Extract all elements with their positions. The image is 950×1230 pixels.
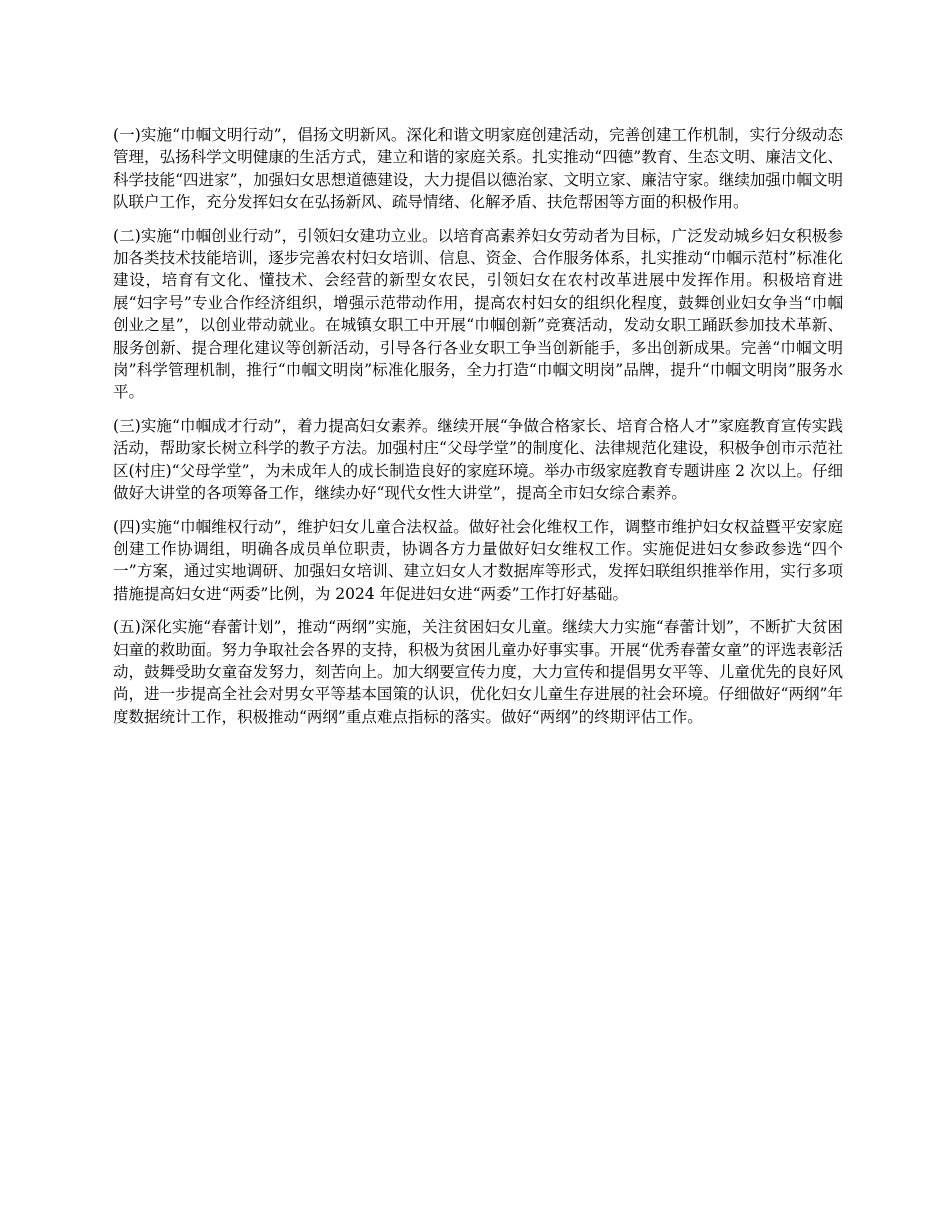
paragraph-2: (二)实施“巾帼创业行动”，引领妇女建功立业。以培育高素养妇女劳动者为目标，广泛发动城乡妇女积极参加各类技术技能培训，逐步完善农村妇女培训、信息、资金、合作服务体系，扎实推动“巾帼示范村”标准化建设，培育有文化、懂技术、会经营的新型女农民，引领妇女在农村改革进展中发挥作用。积极培育进展“妇字号”专业合作经济组织，增强示范带动作用，提高农村妇女的组织化程度，鼓舞创业妇女争当“巾帼创业之星”，以创业带动就业。在城镇女职工中开展“巾帼创新”竞赛活动，发动女职工踊跃参加技术革新、服务创新、提合理化建议等创新活动，引导各行各业女职工争当创新能手，多出创新成果。完善“巾帼文明岗”科学管理机制，推行“巾帼文明岗”标准化服务，全力打造“巾帼文明岗”品牌，提升“巾帼文明岗”服务水平。 [113,226,843,402]
paragraph-5: (五)深化实施“春蕾计划”，推动“两纲”实施，关注贫困妇女儿童。继续大力实施“春蕾计划”，不断扩大贫困妇童的救助面。努力争取社会各界的支持，积极为贫困儿童办好事实事。开展“优秀春蕾女童”的评选表彰活动，鼓舞受助女童奋发努力，刻苦向上。加大纲要宣传力度，大力宣传和提倡男女平等、儿童优先的良好风尚，进一步提高全社会对男女平等基本国策的认识，优化妇女儿童生存进展的社会环境。仔细做好“两纲”年度数据统计工作，积极推动“两纲”重点难点指标的落实。做好“两纲”的终期评估工作。 [113,618,843,726]
paragraph-3: (三)实施“巾帼成才行动”，着力提高妇女素养。继续开展“争做合格家长、培育合格人才”家庭教育宣传实践活动，帮助家长树立科学的教子方法。加强村庄“父母学堂”的制度化、法律规范化建设，积极争创市示范社区(村庄)“父母学堂”，为未成年人的成长制造良好的家庭环境。举办市级家庭教育专题讲座 2 次以上。仔细做好大讲堂的各项筹备工作，继续办好“现代女性大讲堂”，提高全市妇女综合素养。 [113,416,843,503]
document-page [113,124,843,739]
paragraph-4: (四)实施“巾帼维权行动”，维护妇女儿童合法权益。做好社会化维权工作，调整市维护妇女权益暨平安家庭创建工作协调组，明确各成员单位职责，协调各方力量做好妇女维权工作。实施促进妇女参政参选“四个一”方案，通过实地调研、加强妇女培训、建立妇女人才数据库等形式，发挥妇联组织推举作用，实行多项措施提高妇女进“两委”比例，为 2024 年促进妇女进“两委”工作打好基础。 [113,517,843,603]
paragraph-1: (一)实施“巾帼文明行动”，倡扬文明新风。深化和谐文明家庭创建活动，完善创建工作机制，实行分级动态管理，弘扬科学文明健康的生活方式，建立和谐的家庭关系。扎实推动“四德”教育、生态文明、廉洁文化、科学技能“四进家”，加强妇女思想道德建设，大力提倡以德治家、文明立家、廉洁守家。继续加强巾帼文明队联户工作，充分发挥妇女在弘扬新风、疏导情绪、化解矛盾、扶危帮困等方面的积极作用。 [113,126,843,212]
